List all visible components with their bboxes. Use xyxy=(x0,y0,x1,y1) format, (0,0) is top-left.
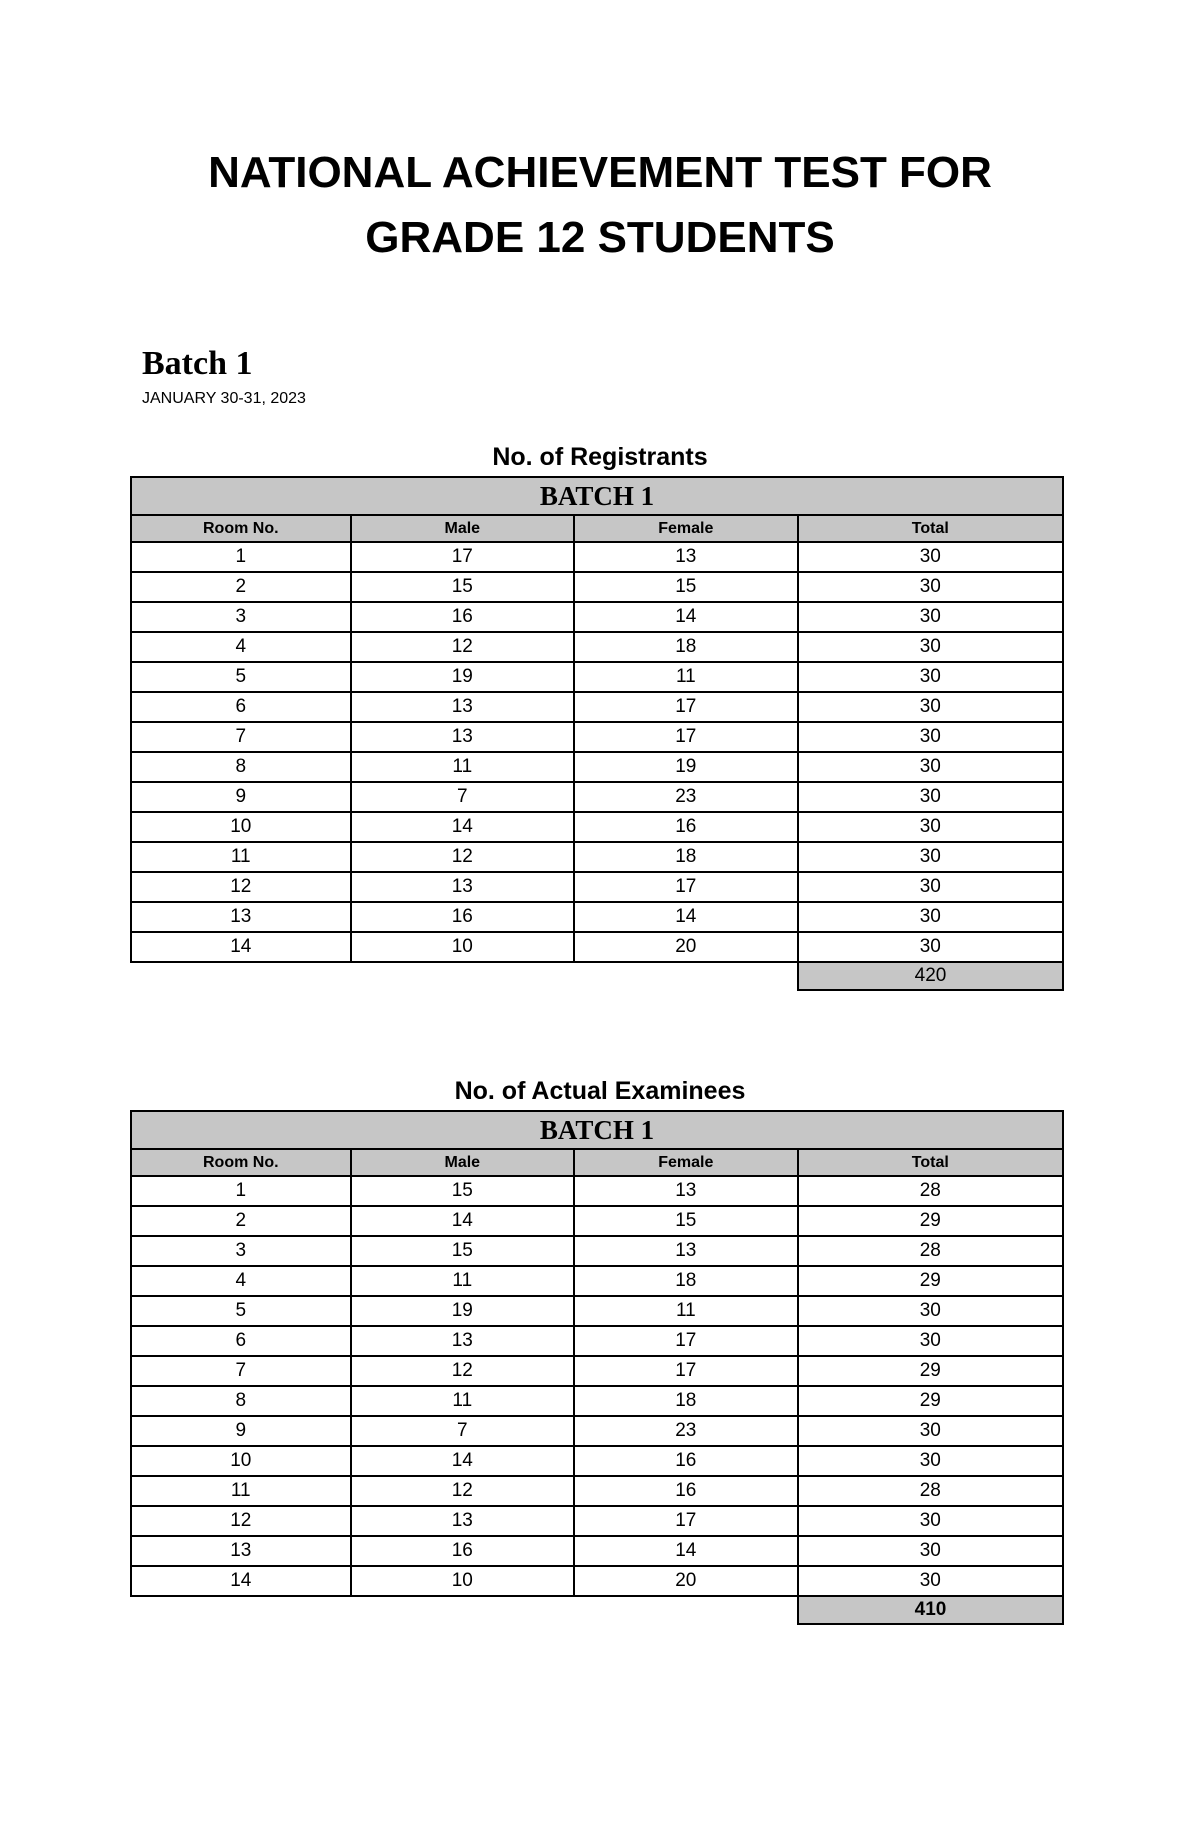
total-cell: 30 xyxy=(798,692,1063,722)
total-cell: 28 xyxy=(798,1236,1063,1266)
table-row xyxy=(131,1326,1063,1356)
female-cell: 15 xyxy=(574,572,798,602)
female-cell: 16 xyxy=(574,812,798,842)
total-cell: 30 xyxy=(798,872,1063,902)
male-cell: 13 xyxy=(351,692,575,722)
male-cell: 12 xyxy=(351,1356,575,1386)
male-cell: 10 xyxy=(351,1566,575,1596)
male-cell: 12 xyxy=(351,1476,575,1506)
female-cell: 17 xyxy=(574,1356,798,1386)
male-cell: 11 xyxy=(351,1266,575,1296)
male-cell: 11 xyxy=(351,752,575,782)
title-line-2: GRADE 12 STUDENTS xyxy=(365,213,835,262)
male-cell: 11 xyxy=(351,1386,575,1416)
male-cell: 16 xyxy=(351,1536,575,1566)
batch-label: Batch 1 xyxy=(142,345,253,382)
female-cell: 17 xyxy=(574,1326,798,1356)
total-cell: 30 xyxy=(798,752,1063,782)
female-cell: 18 xyxy=(574,842,798,872)
female-cell: 16 xyxy=(574,1476,798,1506)
total-cell: 30 xyxy=(798,902,1063,932)
total-cell: 30 xyxy=(798,1326,1063,1356)
male-cell: 13 xyxy=(351,722,575,752)
examinees-batch-header: BATCH 1 xyxy=(131,1111,1063,1149)
room-cell: 9 xyxy=(131,1416,351,1446)
female-cell: 14 xyxy=(574,602,798,632)
room-cell: 9 xyxy=(131,782,351,812)
column-header-room: Room No. xyxy=(131,515,351,542)
table-row xyxy=(131,1446,1063,1476)
total-cell: 30 xyxy=(798,932,1063,962)
total-cell: 30 xyxy=(798,1296,1063,1326)
room-cell: 6 xyxy=(131,692,351,722)
room-cell: 7 xyxy=(131,722,351,752)
room-cell: 8 xyxy=(131,1386,351,1416)
room-cell: 11 xyxy=(131,1476,351,1506)
male-cell: 14 xyxy=(351,1206,575,1236)
female-cell: 20 xyxy=(574,1566,798,1596)
room-cell: 3 xyxy=(131,602,351,632)
table-row xyxy=(131,872,1063,902)
room-cell: 14 xyxy=(131,932,351,962)
registrants-section-title: No. of Registrants xyxy=(492,443,708,471)
registrants-grand-total: 420 xyxy=(797,961,1064,991)
table-row xyxy=(131,722,1063,752)
room-cell: 11 xyxy=(131,842,351,872)
total-cell: 30 xyxy=(798,632,1063,662)
male-cell: 12 xyxy=(351,842,575,872)
male-cell: 13 xyxy=(351,1326,575,1356)
examinees-section-title: No. of Actual Examinees xyxy=(454,1077,746,1105)
room-cell: 14 xyxy=(131,1566,351,1596)
total-cell: 30 xyxy=(798,842,1063,872)
female-cell: 13 xyxy=(574,542,798,572)
room-cell: 5 xyxy=(131,1296,351,1326)
total-cell: 30 xyxy=(798,1446,1063,1476)
table-row xyxy=(131,1566,1063,1596)
total-cell: 30 xyxy=(798,812,1063,842)
column-header-male: Male xyxy=(351,1149,575,1176)
total-cell: 30 xyxy=(798,722,1063,752)
female-cell: 13 xyxy=(574,1176,798,1206)
room-cell: 6 xyxy=(131,1326,351,1356)
table-row xyxy=(131,1416,1063,1446)
female-cell: 11 xyxy=(574,1296,798,1326)
female-cell: 15 xyxy=(574,1206,798,1236)
table-row xyxy=(131,1356,1063,1386)
male-cell: 17 xyxy=(351,542,575,572)
female-cell: 17 xyxy=(574,872,798,902)
room-cell: 13 xyxy=(131,1536,351,1566)
column-header-male: Male xyxy=(351,515,575,542)
batch-date: JANUARY 30-31, 2023 xyxy=(142,390,306,407)
male-cell: 19 xyxy=(351,1296,575,1326)
room-cell: 7 xyxy=(131,1356,351,1386)
male-cell: 10 xyxy=(351,932,575,962)
column-header-total: Total xyxy=(798,1149,1063,1176)
table-row xyxy=(131,812,1063,842)
female-cell: 13 xyxy=(574,1236,798,1266)
table-row xyxy=(131,752,1063,782)
total-cell: 30 xyxy=(798,782,1063,812)
room-cell: 1 xyxy=(131,1176,351,1206)
total-cell: 30 xyxy=(798,662,1063,692)
examinees-grand-total: 410 xyxy=(797,1595,1064,1625)
female-cell: 17 xyxy=(574,692,798,722)
room-cell: 10 xyxy=(131,812,351,842)
table-row xyxy=(131,692,1063,722)
room-cell: 13 xyxy=(131,902,351,932)
room-cell: 2 xyxy=(131,572,351,602)
male-cell: 14 xyxy=(351,1446,575,1476)
female-cell: 18 xyxy=(574,1386,798,1416)
male-cell: 7 xyxy=(351,782,575,812)
male-cell: 16 xyxy=(351,902,575,932)
total-cell: 30 xyxy=(798,572,1063,602)
document-title xyxy=(0,140,1200,270)
male-cell: 15 xyxy=(351,1176,575,1206)
room-cell: 1 xyxy=(131,542,351,572)
registrants-table xyxy=(130,476,1064,963)
table-row xyxy=(131,902,1063,932)
room-cell: 12 xyxy=(131,872,351,902)
table-row xyxy=(131,662,1063,692)
room-cell: 2 xyxy=(131,1206,351,1236)
male-cell: 7 xyxy=(351,1416,575,1446)
female-cell: 17 xyxy=(574,1506,798,1536)
female-cell: 18 xyxy=(574,1266,798,1296)
title-line-1: NATIONAL ACHIEVEMENT TEST FOR xyxy=(208,148,992,197)
male-cell: 15 xyxy=(351,1236,575,1266)
female-cell: 11 xyxy=(574,662,798,692)
total-cell: 29 xyxy=(798,1266,1063,1296)
table-row xyxy=(131,1296,1063,1326)
female-cell: 20 xyxy=(574,932,798,962)
table-row xyxy=(131,782,1063,812)
table-row xyxy=(131,1266,1063,1296)
table-row xyxy=(131,932,1063,962)
male-cell: 13 xyxy=(351,872,575,902)
total-cell: 30 xyxy=(798,602,1063,632)
column-header-room: Room No. xyxy=(131,1149,351,1176)
total-cell: 28 xyxy=(798,1176,1063,1206)
room-cell: 5 xyxy=(131,662,351,692)
total-cell: 30 xyxy=(798,1536,1063,1566)
male-cell: 16 xyxy=(351,602,575,632)
female-cell: 23 xyxy=(574,1416,798,1446)
room-cell: 4 xyxy=(131,632,351,662)
male-cell: 15 xyxy=(351,572,575,602)
total-cell: 30 xyxy=(798,1506,1063,1536)
female-cell: 16 xyxy=(574,1446,798,1476)
examinees-table xyxy=(130,1110,1064,1597)
room-cell: 8 xyxy=(131,752,351,782)
column-header-total: Total xyxy=(798,515,1063,542)
table-row xyxy=(131,602,1063,632)
room-cell: 4 xyxy=(131,1266,351,1296)
female-cell: 14 xyxy=(574,1536,798,1566)
female-cell: 19 xyxy=(574,752,798,782)
female-cell: 17 xyxy=(574,722,798,752)
table-row xyxy=(131,842,1063,872)
male-cell: 14 xyxy=(351,812,575,842)
male-cell: 19 xyxy=(351,662,575,692)
column-header-female: Female xyxy=(574,1149,798,1176)
table-row xyxy=(131,1176,1063,1206)
table-row xyxy=(131,1536,1063,1566)
table-row xyxy=(131,1386,1063,1416)
male-cell: 12 xyxy=(351,632,575,662)
total-cell: 29 xyxy=(798,1356,1063,1386)
total-cell: 30 xyxy=(798,1566,1063,1596)
room-cell: 3 xyxy=(131,1236,351,1266)
registrants-batch-header: BATCH 1 xyxy=(131,477,1063,515)
table-row xyxy=(131,632,1063,662)
table-row xyxy=(131,572,1063,602)
female-cell: 14 xyxy=(574,902,798,932)
room-cell: 12 xyxy=(131,1506,351,1536)
total-cell: 30 xyxy=(798,1416,1063,1446)
table-row xyxy=(131,542,1063,572)
table-row xyxy=(131,1236,1063,1266)
male-cell: 13 xyxy=(351,1506,575,1536)
table-row xyxy=(131,1476,1063,1506)
room-cell: 10 xyxy=(131,1446,351,1476)
table-row xyxy=(131,1506,1063,1536)
total-cell: 29 xyxy=(798,1206,1063,1236)
female-cell: 23 xyxy=(574,782,798,812)
table-row xyxy=(131,1206,1063,1236)
total-cell: 29 xyxy=(798,1386,1063,1416)
total-cell: 28 xyxy=(798,1476,1063,1506)
female-cell: 18 xyxy=(574,632,798,662)
total-cell: 30 xyxy=(798,542,1063,572)
column-header-female: Female xyxy=(574,515,798,542)
